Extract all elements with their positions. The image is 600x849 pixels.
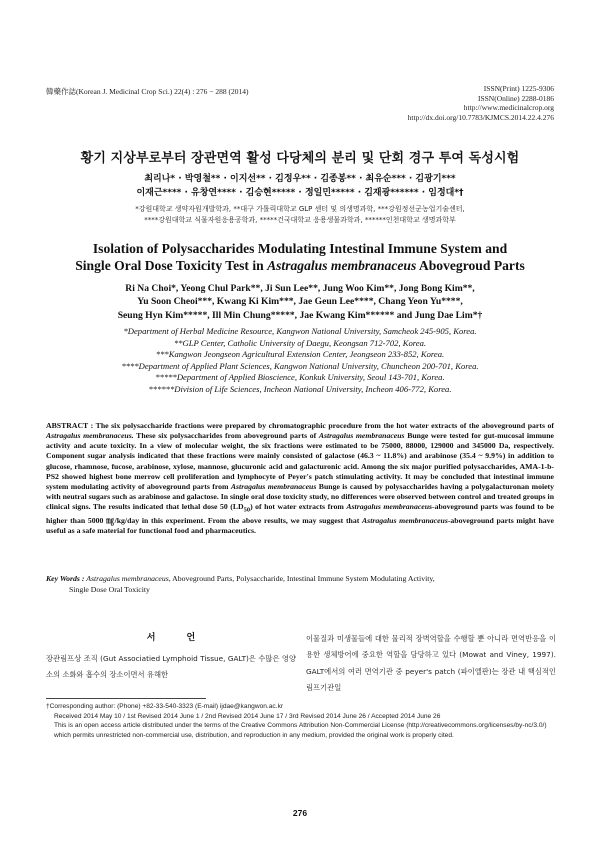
english-affiliations xyxy=(0,326,600,396)
subscript: 50 xyxy=(243,506,251,514)
body-text-right: 이물질과 미생물들에 대한 물리적 장벽역할을 수행할 뿐 아니라 면역반응을 이용한 생체방어에 중요한 역할을 담당하고 있다 (Mowat and Viney, 1997). GALT에서의 여러 면역기관 중 peyer's patch (파이엘판)는 장관 내 핵심적인 림프기관일 xyxy=(306,634,556,693)
korean-authors-line-2: 이재근**** · 유창연**** · 김승현***** · 정일민***** · 김재광****** · 임정대*† xyxy=(136,188,464,198)
abstract-label: ABSTRACT : xyxy=(46,421,94,430)
journal-url[interactable]: http://www.medicinalcrop.org xyxy=(463,103,554,112)
keywords-line-2: Single Dose Oral Toxicity xyxy=(69,584,150,594)
abstract-text: The six polysaccharide fractions were prepared by chromatographic procedure from the hot water extracts of the aboveground parts of xyxy=(93,421,555,430)
issn-print: ISSN(Print) 1225-9306 xyxy=(483,84,554,93)
abstract-text: ) of hot water extracts from xyxy=(250,502,347,512)
section-heading: 서 언 xyxy=(146,633,210,643)
english-authors xyxy=(0,282,600,322)
species-name: Astragalus membranaceus xyxy=(346,502,433,512)
korean-affil-line-1: *강원대학교 생약자원개발학과, **대구 가톨릭대학교 GLP 센터 및 의생명과학, ***강원정선군농업기술센터, xyxy=(135,205,465,213)
title-text: Single Oral Dose Toxicity Test in xyxy=(75,258,268,273)
footnote-rule xyxy=(46,698,206,699)
keyword-text: , Aboveground Parts, Polysaccharide, Intestinal Immune System Modulating Activity, xyxy=(168,574,435,583)
abstract-text: Bunge is caused by polysaccharides having a polygalacturonan moiety with neutral sugars such as arabinose and galactose. In single oral dose toxicity study, no differences were observed between control and treated groups in clinical signs. The results indicated that lethal dose 50 (LD xyxy=(46,481,554,512)
affiliation: *****Department of Applied Bioscience, Konkuk University, Seoul 143-701, Korea. xyxy=(155,372,445,383)
english-title xyxy=(0,240,600,274)
body-column-left xyxy=(46,630,296,684)
species-name: Astragalus membranaceus xyxy=(362,515,448,525)
keywords-line-1 xyxy=(46,574,554,585)
keywords xyxy=(46,574,554,595)
abstract-text: Bunge were tested for gut-mucosal immune activity and acute toxicity. In a view of molecular weight, the six fractions were estimated to be 75000, 88000, 129000 and 345000 Da, respectively. Component sugar analysis indicated that these fractions were mainly consisted of galactose (46.3 ~ 11.8%) and arabinose (35.4 ~ 9.9%) in addition to glucose, rhamnose, fucose, arabinose, xylose, mannose, glucuronic acid and galacturonic acid. Among the six major purified polysaccharides, AMA-1-b-PS2 showed highest bone merrow cell proliferation and lymphocyte of Peyer's patch stimulating activity. It may be concluded that intestinal immune system modulating activity of aboveground parts from xyxy=(46,431,554,491)
species-name: Astragalus membranaceus xyxy=(267,258,417,273)
body-text-left: 장관림프상 조직 (Gut Associatied Lymphoid Tissue, GALT)은 수많은 영양소의 소화와 흡수의 장소이면서 유해한 xyxy=(46,654,296,680)
issn-online: ISSN(Online) 2288-0186 xyxy=(477,93,554,103)
korean-title: 황기 지상부로부터 장관면역 활성 다당체의 분리 및 단회 경구 투여 독성시험 xyxy=(80,151,520,166)
english-title-line-1: Isolation of Polysaccharides Modulating Intestinal Immune System and xyxy=(92,241,508,256)
species-name: Astragalus membranaceus xyxy=(230,481,317,491)
page-number: 276 xyxy=(292,808,308,818)
abstract xyxy=(46,421,554,536)
abstract-paragraph xyxy=(46,421,554,536)
received-dates: Received 2014 May 10 / 1st Revised 2014 June 1 / 2nd Revised 2014 June 17 / 3rd Revised 2014 June 26 / Accepted 2014 June 26 xyxy=(54,712,441,720)
korean-authors xyxy=(0,172,600,200)
english-title-line-2 xyxy=(0,257,600,274)
journal-identifiers xyxy=(334,84,554,122)
korean-authors-line-1: 최리나* · 박영철** · 이지선** · 김정우** · 김종봉** · 최유순*** · 김광기*** xyxy=(144,174,456,184)
abstract-text: -aboveground parts might have useful as a safe material for functional food and pharmaceutics. xyxy=(46,515,554,536)
journal-citation: 韓藥作誌(Korean J. Medicinal Crop Sci.) 22(4) : 276 − 288 (2014) xyxy=(46,87,249,96)
korean-affil-line-2: ****강원대학교 식물자원응용공학과, *****건국대학교 응용생물과학과, ******인천대학교 생명과학부 xyxy=(144,215,456,224)
keyword-species: Astragalus membranaceus xyxy=(84,574,169,583)
english-authors-line-2: Yu Soon Cheoi***, Kwang Ki Kim***, Jae Geun Lee****, Chang Yeon Yu****, xyxy=(137,296,463,308)
affiliation: **GLP Center, Catholic University of Daegu, Keongsan 712-702, Korea. xyxy=(173,337,427,348)
english-authors-line-3: Seung Hyn Kim*****, Ill Min Chung*****, Jae Kwang Kim****** and Jung Dae Lim*† xyxy=(117,309,483,321)
affiliation: *Department of Herbal Medicine Resource, Kangwon National University, Samcheok 245-905, Korea. xyxy=(123,326,477,336)
english-authors-line-1: Ri Na Choi*, Yeong Chul Park**, Ji Sun Lee**, Jung Woo Kim**, Jong Bong Kim**, xyxy=(125,283,475,294)
doi-link[interactable]: http://dx.doi.org/10.7783/KJMCS.2014.22.4.276 xyxy=(407,112,554,122)
affiliation: ****Department of Applied Plant Sciences, Kangwon National University, Chuncheon 200-701, Korea. xyxy=(121,360,479,371)
keywords-label: Key Words : xyxy=(46,574,85,583)
affiliation: ******Division of Life Sciences, Incheon National University, Incheon 406-772, Korea. xyxy=(148,383,452,394)
title-text: Abovegroud Parts xyxy=(416,258,525,273)
corresponding-author: †Corresponding author: (Phone) +82-33-540-3323 (E-mail) ijdae@kangwon.ac.kr xyxy=(46,703,284,710)
species-name: Astragalus membranaceus. xyxy=(46,431,134,441)
abstract-text: -aboveground parts was found to be higher than 5000 ㎎/kg/day in this experiment. From the above results, we may suggest that xyxy=(46,502,554,525)
license-text: This is an open access article distributed under the terms of the Creative Commons Attribution Non-Commercial License (http://creativecommons.org/licenses/by-nc/3.0/) which permits unrestricted non-commercial use, distribution, and reproduction in any medium, provided the original work is properly cited. xyxy=(54,722,547,739)
footnote xyxy=(46,698,554,740)
species-name: Astragalus membranaceus xyxy=(318,431,405,441)
affiliation: ***Kangwon Jeongseon Agricultural Extension Center, Jeongseon 233-852, Korea. xyxy=(155,349,445,360)
korean-affiliations xyxy=(0,204,600,225)
abstract-text: These six polysaccharides from aboveground parts of xyxy=(133,431,319,441)
